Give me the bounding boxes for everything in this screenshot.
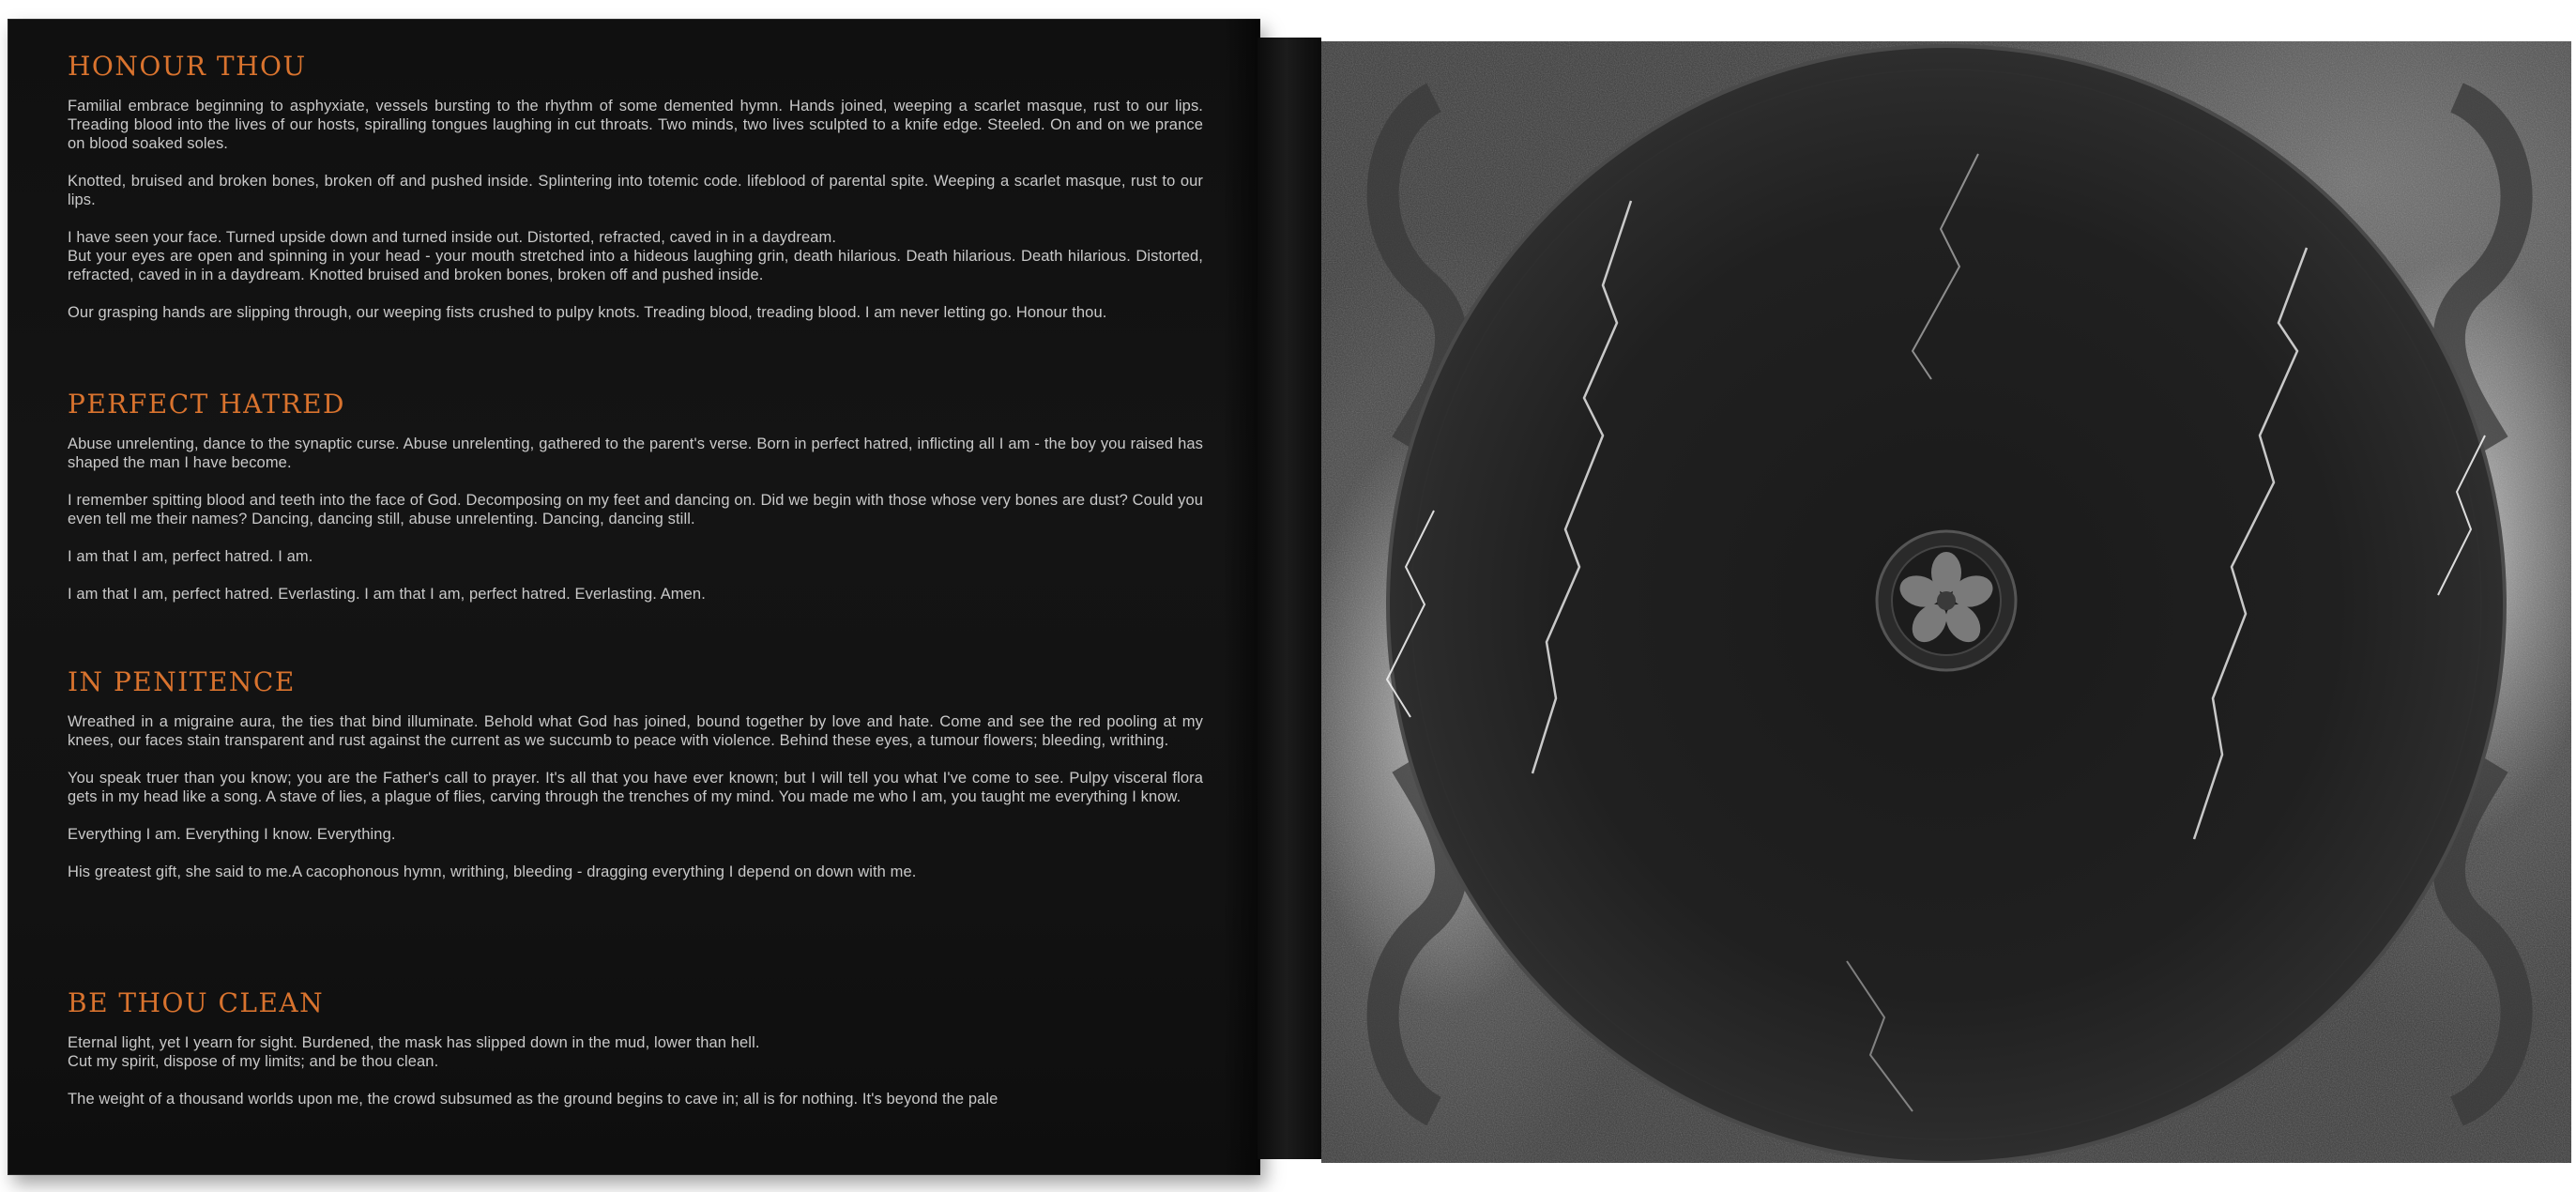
lyric-paragraph: His greatest gift, she said to me.A cacophonous hymn, writhing, bleeding - dragging everything I depend on down with me. xyxy=(68,863,917,880)
section-title: PERFECT HATRED xyxy=(68,389,345,420)
lyric-paragraph: Our grasping hands are slipping through, our weeping fists crushed to pulpy knots. Treading blood, treading blood. I am never letting go. Honour thou. xyxy=(68,304,1107,321)
lyric-paragraph: I am that I am, perfect hatred. Everlasting. I am that I am, perfect hatred. Everlasting. Amen. xyxy=(68,586,706,603)
lyric-section-in-penitence xyxy=(68,666,1203,900)
lyric-paragraph: Everything I am. Everything I know. Everything. xyxy=(68,826,396,843)
section-title: BE THOU CLEAN xyxy=(68,987,325,1018)
digipak-spine xyxy=(1258,38,1321,1159)
section-title: IN PENITENCE xyxy=(68,666,296,697)
disc-tray-artwork xyxy=(1321,41,2571,1163)
lyric-paragraph: You speak truer than you know; you are the Father's call to prayer. It's all that you have ever known; but I will tell you what I've come to see. Pulpy visceral flora gets in my head like a song. A stave of lies, a plague of flies, carving through the trenches of my mind. You made me who I am, you taught me everything I know. xyxy=(68,770,1203,805)
lyric-paragraph: Abuse unrelenting, dance to the synaptic curse. Abuse unrelenting, gathered to the parent's verse. Born in perfect hatred, inflicting all I am - the boy you raised has shaped the man I have become. xyxy=(68,436,1203,471)
lyric-paragraph: Familial embrace beginning to asphyxiate, vessels bursting to the rhythm of some demented hymn. Hands joined, weeping a scarlet masque, rust to our lips. Treading blood into the lives of our hosts, spiralling tongues laughing in cut throats. Two minds, two lives sculpted to a knife edge. Steeled. On and on we prance on blood soaked soles. xyxy=(68,98,1203,152)
lyric-paragraph: I have seen your face. Turned upside down and turned inside out. Distorted, refracted, caved in in a daydream. But your eyes are open and spinning in your head - your mouth stretched into a hideous laughing grin, death hilarious. Death hilarious. Death hilarious. Distorted, refracted, caved in in a daydream. Knotted bruised and broken bones, broken off and pushed inside. xyxy=(68,229,1203,283)
lyric-section-be-thou-clean xyxy=(68,987,1203,1108)
lyric-paragraph: Knotted, bruised and broken bones, broken off and pushed inside. Splintering into totemic code. lifeblood of parental spite. Weeping a scarlet masque, rust to our lips. xyxy=(68,173,1203,208)
lyric-section-honour-thou xyxy=(68,51,1203,341)
lyric-paragraph: Wreathed in a migraine aura, the ties that bind illuminate. Behold what God has joined, bound together by love and hate. Come and see the red pooling at my knees, our faces stain transparent and rust against the current as we succumb to peace with violence. Behind these eyes, a tumour flowers; bleeding, writhing. xyxy=(68,713,1203,749)
lyric-section-perfect-hatred xyxy=(68,389,1203,622)
lyric-paragraph: Eternal light, yet I yearn for sight. Burdened, the mask has slipped down in the mud, lower than hell. Cut my spirit, dispose of my limits; and be thou clean. xyxy=(68,1034,760,1070)
disc-hub xyxy=(1877,531,2016,670)
lyrics-booklet-panel xyxy=(8,19,1260,1175)
lyric-paragraph: I am that I am, perfect hatred. I am. xyxy=(68,548,313,565)
disc-tray-panel xyxy=(1321,41,2571,1163)
section-title: HONOUR THOU xyxy=(68,51,307,82)
lyric-paragraph: I remember spitting blood and teeth into the face of God. Decomposing on my feet and dancing on. Did we begin with those whose very bones are dust? Could you even tell me their names? Dancing, dancing still, abuse unrelenting. Dancing, dancing still. xyxy=(68,492,1203,527)
lyric-paragraph: The weight of a thousand worlds upon me, the crowd subsumed as the ground begins to cave in; all is for nothing. It's beyond the pale xyxy=(68,1091,998,1108)
